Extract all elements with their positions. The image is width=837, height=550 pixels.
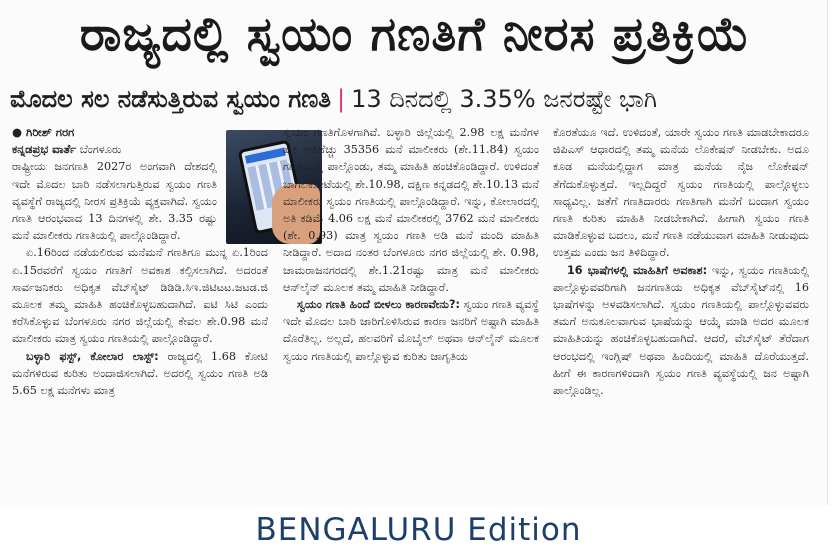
edition-label: BENGALURU Edition xyxy=(255,512,582,548)
paragraph: ಬಳ್ಳಾರಿ ಫಸ್ಟ್, ಕೋಲಾರ ಲಾಸ್ಟ್: ರಾಜ್ಯದಲ್ಲಿ 1.68 ಕೋಟಿ ಮನೆಗಳಿರುವ ಕುರಿತು ಅಂದಾಜಿಸಲಾಗಿದೆ. ಅದರಲ್ಲಿ ಸ್ವಯಂ ಗಣತಿ ಅಡಿ 5.65 ಲಕ್ಷ ಮನೆಗಳು ಮಾತ್ರ xyxy=(12,349,268,398)
article-column-1 xyxy=(12,124,268,504)
article-column-2 xyxy=(283,124,539,504)
subheading: 16 ಭಾಷೆಗಳಲ್ಲಿ ಮಾಹಿತಿಗೆ ಅವಕಾಶ: xyxy=(567,263,708,277)
article-column-3 xyxy=(553,124,809,504)
paragraph: ರಾಷ್ಟ್ರೀಯ ಜನಗಣತಿ 2027ರ ಅಂಗವಾಗಿ ದೇಶದಲ್ಲಿ ಇದೇ ಮೊದಲ ಬಾರಿ ನಡೆಸಲಾಗುತ್ತಿರುವ ಸ್ವಯಂ ಗಣತಿ ವ್ಯವಸ್ಥೆಗೆ ರಾಜ್ಯದಲ್ಲಿ ನೀರಸ ಪ್ರತಿಕ್ರಿಯೆ ವ್ಯಕ್ತವಾಗಿದೆ. ಸ್ವಯಂ ಗಣತಿ ಆರಂಭವಾದ 13 ದಿನಗಳಲ್ಲಿ ಶೇ. 3.35 ರಷ್ಟು ಮನೆ ಮಾಲೀಕರು ಗಣತಿಯಲ್ಲಿ ಪಾಲ್ಗೊಂಡಿದ್ದಾರೆ. xyxy=(12,160,217,243)
subheading: ಬಳ್ಳಾರಿ ಫಸ್ಟ್, ಕೋಲಾರ ಲಾಸ್ಟ್: xyxy=(26,349,159,363)
byline-author: ● ಗಿರೀಶ್ ಗರಗ xyxy=(12,125,75,139)
paragraph: ಸ್ವಯಂ ಗಣತಿಗೊಳಗಾಗಿವೆ. ಬಳ್ಳಾರಿ ಜಿಲ್ಲೆಯಲ್ಲಿ 2.98 ಲಕ್ಷ ಮನೆಗಳ ಪೈಕಿ ಅತಿಹೆಚ್ಚು 35356 ಮನೆ ಮಾಲೀಕರು (ಶೇ.11.84) ಸ್ವಯಂ ಗಣತಿಯಲ್ಲಿ ಪಾಲ್ಗೊಂಡು, ತಮ್ಮ ಮಾಹಿತಿ ಹಂಚಿಕೊಂಡಿದ್ದಾರೆ. ಉಳಿದಂತೆ ಬಾಗಲಕೋಟೆಯಲ್ಲಿ ಶೇ.10.98, ದಕ್ಷಿಣ ಕನ್ನಡದಲ್ಲಿ ಶೇ.10.13 ಮನೆ ಮಾಲೀಕರು ಸ್ವಯಂ ಗಣತಿಯಲ್ಲಿ ಪಾಲ್ಗೊಂಡಿದ್ದಾರೆ. ಇನ್ನು, ಕೋಲಾರದಲ್ಲಿ ಅತಿ ಕಡಿಮೆ 4.06 ಲಕ್ಷ ಮನೆ ಮಾಲೀಕರಲ್ಲಿ 3762 ಮನೆ ಮಾಲೀಕರು (ಶೇ. 0.93) ಮಾತ್ರ ಸ್ವಯಂ ಗಣತಿ ಅಡಿ ಮನೆ ಮಂದಿ ಮಾಹಿತಿ ನೀಡಿದ್ದಾರೆ. ಅದಾದ ನಂತರ ಬೆಂಗಳೂರು ನಗರ ಜಿಲ್ಲೆಯಲ್ಲಿ ಶೇ. 0.98, ಚಾಮರಾಜನಗರದಲ್ಲಿ ಶೇ.1.21ರಷ್ಟು ಮಾತ್ರ ಮನೆ ಮಾಲೀಕರು ಆನ್‌ಲೈನ್ ಮೂಲಕ ತಮ್ಮ ಮಾಹಿತಿ ನೀಡಿದ್ದಾರೆ. xyxy=(283,126,539,294)
subhead-right: 13 ದಿನದಲ್ಲಿ 3.35% ಜನರಷ್ಟೇ ಭಾಗಿ xyxy=(351,85,657,113)
subheadline xyxy=(10,82,820,116)
subheading: ಸ್ವಯಂ ಗಣತಿ ಹಿಂದೆ ಬೀಳಲು ಕಾರಣವೇನು?: xyxy=(297,298,460,312)
subhead-separator: | xyxy=(337,85,346,113)
subhead-left: ಮೊದಲ ಸಲ ನಡೆಸುತ್ತಿರುವ ಸ್ವಯಂ ಗಣತಿ xyxy=(10,85,332,113)
paragraph: ಏ.16ರಿಂದ ನಡೆಯಲಿರುವ ಮನೆಮನೆ ಗಣತಿಗೂ ಮುನ್ನ ಏ.1ರಿಂದ ಏ.15ರವರೆಗೆ ಸ್ವಯಂ ಗಣತಿಗೆ ಅವಕಾಶ ಕಲ್ಪಿಸಲಾಗಿದೆ. ಅದರಂತೆ ಸಾರ್ವಜನಿಕರು ಅಧಿಕೃತ ವೆಬ್‌ಸೈಟ್ ಡಿಡಿಡಿ.ಸಿಇ.ಜಿಟಿಟಟ.ಜಟಡ.ಜಿ ಮೂಲಕ ತಮ್ಮ ಮಾಹಿತಿ ಹಂಚಿಕೊಳ್ಳಬಹುದಾಗಿದೆ. ಐಟಿ ಸಿಟಿ ಎಂದು ಕರೆಸಿಕೊಳ್ಳುವ ಬೆಂಗಳೂರು ನಗರ ಜಿಲ್ಲೆಯಲ್ಲಿ ಕೇವಲ ಶೇ.0.98 ಮನೆ ಮಾಲೀಕರು ಮಾತ್ರ ಸ್ವಯಂ ಗಣತಿಯಲ್ಲಿ ಪಾಲ್ಗೊಂಡಿದ್ದಾರೆ. xyxy=(12,246,268,346)
paragraph: ಸ್ವಯಂ ಗಣತಿ ಹಿಂದೆ ಬೀಳಲು ಕಾರಣವೇನು?: ಸ್ವಯಂ ಗಣತಿ ವ್ಯವಸ್ಥೆ ಇದೇ ಮೊದಲ ಬಾರಿ ಜಾರಿಗೊಳಿಸಿರುವ ಕಾರಣ ಜನರಿಗೆ ಅಷ್ಟಾಗಿ ಮಾಹಿತಿ ದೊರೆತಿಲ್ಲ. ಅಲ್ಲದೆ, ಹಲವರಿಗೆ ಮೊಬೈಲ್ ಅಥವಾ ಆನ್‌ಲೈನ್ ಮೂಲಕ ಸ್ವಯಂ ಗಣತಿಯಲ್ಲಿ ಪಾಲ್ಗೊಳ್ಳುವ ಕುರಿತು ಜಾಗೃತಿಯ xyxy=(283,298,539,363)
paragraph: ಕೊರತೆಯೂ ಇದೆ. ಉಳಿದಂತೆ, ಯಾರೇ ಸ್ವಯಂ ಗಣತಿ ಮಾಡಬೇಕಾದರೂ ಜಿಪಿಎಸ್ ಆಧಾರದಲ್ಲಿ ತಮ್ಮ ಮನೆಯ ಲೊಕೇಷನ್ ನೀಡಬೇಕು. ಅದೂ ಕೂಡ ಮನೆಯಲ್ಲಿದ್ದಾಗ ಮಾತ್ರ ಮನೆಯ ನೈಜ ಲೊಕೇಷನ್ ತೆಗೆದುಕೊಳ್ಳುತ್ತದೆ. ಇಲ್ಲದಿದ್ದರೆ ಸ್ವಯಂ ಗಣತಿಯಲ್ಲಿ ಪಾಲ್ಗೊಳ್ಳಲು ಸಾಧ್ಯವಿಲ್ಲ. ಜತೆಗೆ ಗಣತಿದಾರರು ಗಣತಿಗಾಗಿ ಮನೆಗೆ ಬಂದಾಗ ಸ್ವಯಂ ಗಣತಿ ಕುರಿತು ಮಾಹಿತಿ ನೀಡಬೇಕಾಗಿದೆ. ಹೀಗಾಗಿ ಸ್ವಯಂ ಗಣತಿ ಮಾಡಿಕೊಳ್ಳುವ ಬದಲು, ಮನೆ ಗಣತಿ ನಡೆಯುವಾಗ ಮಾಹಿತಿ ನೀಡುವುದು ಉತ್ತಮ ಎಂದು ಜನ ತಿಳಿದಿದ್ದಾರೆ. xyxy=(553,126,809,260)
paragraph: 16 ಭಾಷೆಗಳಲ್ಲಿ ಮಾಹಿತಿಗೆ ಅವಕಾಶ: ಇನ್ನು, ಸ್ವಯಂ ಗಣತಿಯಲ್ಲಿ ಪಾಲ್ಗೊಳ್ಳುವವರಿಗಾಗಿ ಜನಗಣತಿಯ ಅಧಿಕೃತ ವೆಬ್‌ಸೈಟ್‌ನಲ್ಲಿ 16 ಭಾಷೆಗಳನ್ನು ಅಳವಡಿಸಲಾಗಿದೆ. ಸ್ವಯಂ ಗಣತಿಯಲ್ಲಿ ಪಾಲ್ಗೊಳ್ಳುವವರು ತಮಗೆ ಅನುಕೂಲವಾಗುವ ಭಾಷೆಯನ್ನು ಆಯ್ಕೆ ಮಾಡಿ ಅದರ ಮೂಲಕ ಮಾಹಿತಿಯನ್ನು ಹಂಚಿಕೊಳ್ಳಬಹುದಾಗಿದೆ. ಆದರೆ, ವೆಬ್‌ಸೈಟ್ ತೆರೆದಾಗ ಆರಂಭದಲ್ಲಿ ಇಂಗ್ಲಿಷ್ ಅಥವಾ ಹಿಂದಿಯಲ್ಲಿ ಮಾಹಿತಿ ದೊರೆಯುತ್ತದೆ. ಹೀಗೆ ಈ ಕಾರಣಗಳಿಂದಾಗಿ ಸ್ವಯಂ ಗಣತಿ ವ್ಯವಸ್ಥೆಯಲ್ಲಿ ಜನ ಅಷ್ಟಾಗಿ ಪಾಲ್ಗೊಂಡಿಲ್ಲ. xyxy=(553,263,809,398)
headline: ರಾಜ್ಯದಲ್ಲಿ ಸ್ವಯಂ ಗಣತಿಗೆ ನೀರಸ ಪ್ರತಿಕ್ರಿಯೆ xyxy=(79,7,751,62)
byline-source: ಕನ್ನಡಪ್ರಭ ವಾರ್ತೆ ಬೆಂಗಳೂರು xyxy=(12,142,122,157)
